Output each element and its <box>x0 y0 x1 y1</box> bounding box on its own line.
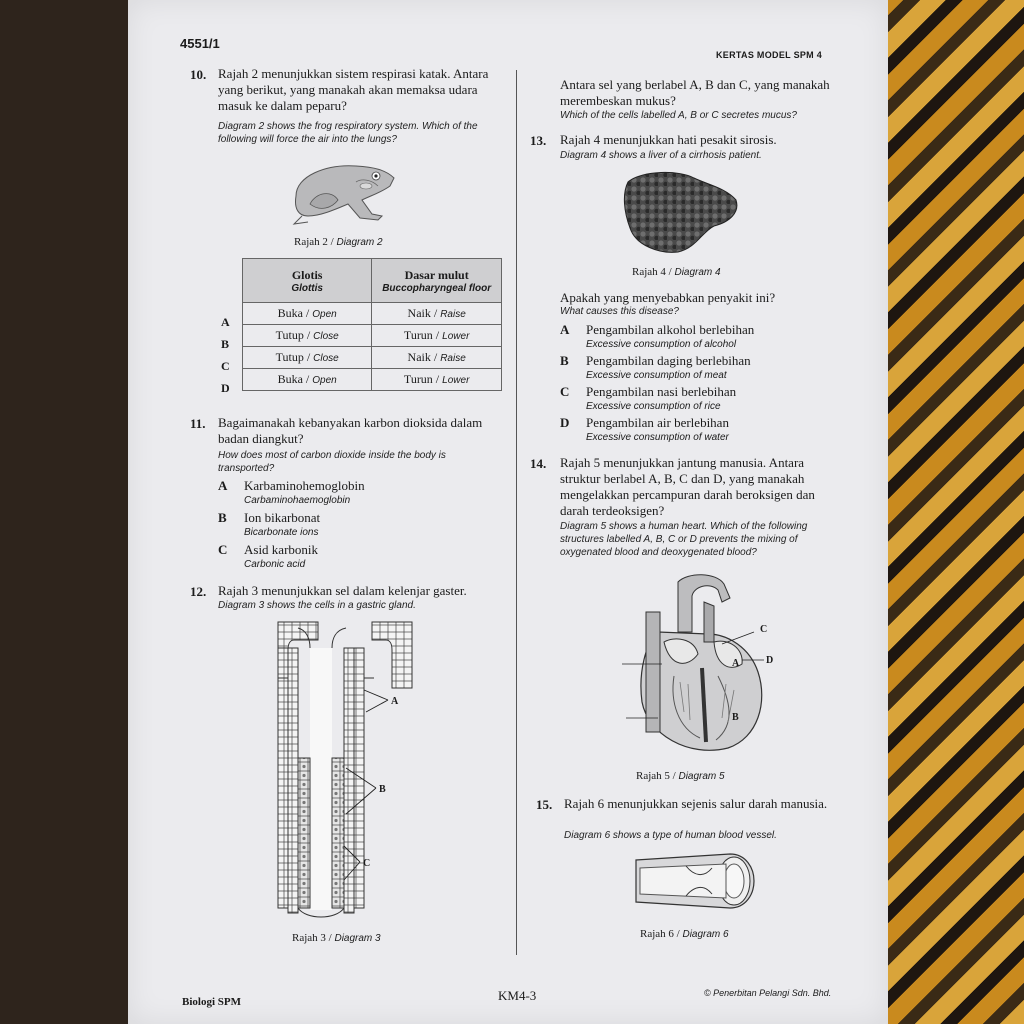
q10-row-letter: D <box>221 381 230 395</box>
option-ms: Ion bikarbonat <box>244 510 321 525</box>
q13-option-b[interactable] <box>560 353 751 383</box>
caption-en: Diagram 2 <box>336 237 383 248</box>
caption-en: Diagram 4 <box>674 267 721 278</box>
option-en: Bicarbonate ions <box>244 527 319 538</box>
table-row <box>243 303 502 325</box>
label-b: B <box>379 784 386 795</box>
diagram2-caption <box>294 236 383 248</box>
caption-ms: Rajah 4 / <box>632 266 672 278</box>
cirrhotic-liver-image <box>622 168 742 258</box>
table-header-glottis <box>243 259 372 303</box>
q10-row-letter: C <box>221 359 230 373</box>
q13-option-c[interactable] <box>560 384 736 414</box>
diagram5-caption <box>636 770 725 782</box>
paper-code: 4551/1 <box>180 36 220 51</box>
q13-option-d[interactable] <box>560 415 729 445</box>
table-row <box>243 347 502 369</box>
header-ms: Glotis <box>291 267 323 282</box>
table-row <box>243 369 502 391</box>
q11-option-a[interactable] <box>218 478 365 508</box>
q12-number: 12. <box>190 584 207 599</box>
q13-question: Apakah yang menyebabkan penyakit ini? <box>560 290 776 305</box>
table-header-floor <box>372 259 502 303</box>
cell-en: Close <box>313 331 339 342</box>
option-letter: A <box>560 322 570 337</box>
footer-page: KM4-3 <box>498 988 537 1003</box>
exam-page <box>128 0 888 1024</box>
option-ms: Karbaminohemoglobin <box>244 478 365 493</box>
cell-ms: Buka / <box>277 306 310 320</box>
cell-en: Close <box>313 353 339 364</box>
cell-ms: Turun / <box>403 328 440 342</box>
human-heart-diagram <box>618 572 778 764</box>
option-en: Excessive consumption of rice <box>586 401 721 412</box>
cell-en: Raise <box>440 353 466 364</box>
frog-diagram <box>286 156 402 228</box>
option-en: Excessive consumption of alcohol <box>586 339 737 350</box>
q12-continued: Antara sel yang berlabel A, B dan C, yang manakah merembeskan mukus? <box>560 77 830 108</box>
header-en: Glottis <box>291 282 323 294</box>
cell-ms: Naik / <box>407 350 438 364</box>
option-letter: B <box>560 353 569 368</box>
q12-text-en: Diagram 3 shows the cells in a gastric gland. <box>218 600 416 611</box>
diagram3-caption <box>292 932 381 944</box>
header-ms: Dasar mulut <box>404 267 469 282</box>
cell-en: Lower <box>442 375 470 386</box>
option-en: Excessive consumption of meat <box>586 370 727 381</box>
blood-vessel-diagram <box>630 850 756 912</box>
cell-ms: Naik / <box>407 306 438 320</box>
option-ms: Pengambilan nasi berlebihan <box>586 384 737 399</box>
option-letter: C <box>218 542 228 557</box>
q11-option-c[interactable] <box>218 542 318 572</box>
heart-label-b: B <box>732 712 739 723</box>
option-letter: A <box>218 478 228 493</box>
label-c: C <box>363 858 371 869</box>
option-letter: C <box>560 384 570 399</box>
header-en: Buccopharyngeal floor <box>382 282 492 294</box>
diagram4-caption <box>632 266 721 278</box>
option-en: Excessive consumption of water <box>586 432 729 443</box>
q10-text-en: Diagram 2 shows the frog respiratory system. Which of the following will force the air into the lungs? <box>218 121 478 145</box>
option-ms: Asid karbonik <box>244 542 319 557</box>
footer-subject: Biologi SPM <box>182 996 241 1008</box>
q13-text-en: Diagram 4 shows a liver of a cirrhosis patient. <box>560 150 762 161</box>
table-row <box>243 325 502 347</box>
option-letter: D <box>560 415 570 430</box>
q13-question-en: What causes this disease? <box>560 306 679 317</box>
q12-text: Rajah 3 menunjukkan sel dalam kelenjar gaster. <box>218 583 467 598</box>
q15-number: 15. <box>536 797 553 812</box>
q13-option-a[interactable] <box>560 322 754 352</box>
q13-number: 13. <box>530 133 547 148</box>
background-fabric <box>878 0 1024 1024</box>
q11-text: Bagaimanakah kebanyakan karbon dioksida dalam badan diangkut? <box>218 415 483 446</box>
option-ms: Pengambilan daging berlebihan <box>586 353 751 368</box>
q11-text-en: How does most of carbon dioxide inside the body is transported? <box>218 450 446 474</box>
q10-row-letter: B <box>221 337 230 351</box>
option-ms: Pengambilan air berlebihan <box>586 415 729 430</box>
cell-ms: Tutup / <box>275 328 311 342</box>
option-en: Carbonic acid <box>244 559 306 570</box>
footer-publisher: © Penerbitan Pelangi Sdn. Bhd. <box>704 988 832 998</box>
q13-text: Rajah 4 menunjukkan hati pesakit sirosis. <box>560 132 777 147</box>
caption-en: Diagram 6 <box>682 929 729 940</box>
heart-label-d: D <box>766 655 774 666</box>
cell-en: Open <box>312 309 337 320</box>
q10-number: 10. <box>190 67 207 82</box>
q14-number: 14. <box>530 456 547 471</box>
option-en: Carbaminohaemoglobin <box>244 495 351 506</box>
cell-ms: Tutup / <box>275 350 311 364</box>
cell-en: Open <box>312 375 337 386</box>
caption-en: Diagram 5 <box>678 771 725 782</box>
heart-label-c: C <box>760 624 768 635</box>
label-a: A <box>391 696 399 707</box>
q15-text-en: Diagram 6 shows a type of human blood vessel. <box>564 830 777 841</box>
q10-options-table <box>242 258 502 391</box>
gastric-gland-diagram <box>276 618 416 924</box>
caption-ms: Rajah 5 / <box>636 770 676 782</box>
cell-en: Raise <box>440 309 466 320</box>
cell-ms: Buka / <box>277 372 310 386</box>
column-divider <box>516 70 517 955</box>
q11-number: 11. <box>190 416 206 431</box>
caption-ms: Rajah 6 / <box>640 928 680 940</box>
q14-text: Rajah 5 menunjukkan jantung manusia. Antara struktur berlabel A, B, C dan D, yang manakah mengelakkan percampuran darah beroksigen dan darah terdeoksigen? <box>560 455 815 518</box>
cell-en: Lower <box>442 331 470 342</box>
paper-title: KERTAS MODEL SPM 4 <box>716 50 823 60</box>
q14-text-en: Diagram 5 shows a human heart. Which of the following structures labelled A, B, C or D prevents the mixing of oxygenated blood and deoxygenated blood? <box>560 521 808 558</box>
caption-en: Diagram 3 <box>334 933 381 944</box>
caption-ms: Rajah 2 / <box>294 236 334 248</box>
q10-text: Rajah 2 menunjukkan sistem respirasi katak. Antara yang berikut, yang manakah akan memaksa udara masuk ke dalam peparu? <box>218 66 489 113</box>
q11-option-b[interactable] <box>218 510 320 540</box>
option-ms: Pengambilan alkohol berlebihan <box>586 322 755 337</box>
caption-ms: Rajah 3 / <box>292 932 332 944</box>
option-letter: B <box>218 510 227 525</box>
q10-row-letter: A <box>221 315 230 329</box>
q15-text: Rajah 6 menunjukkan sejenis salur darah manusia. <box>564 796 828 811</box>
diagram6-caption <box>640 928 729 940</box>
heart-label-a: A <box>732 658 740 669</box>
q12-continued-en: Which of the cells labelled A, B or C secretes mucus? <box>560 110 797 121</box>
cell-ms: Turun / <box>403 372 440 386</box>
